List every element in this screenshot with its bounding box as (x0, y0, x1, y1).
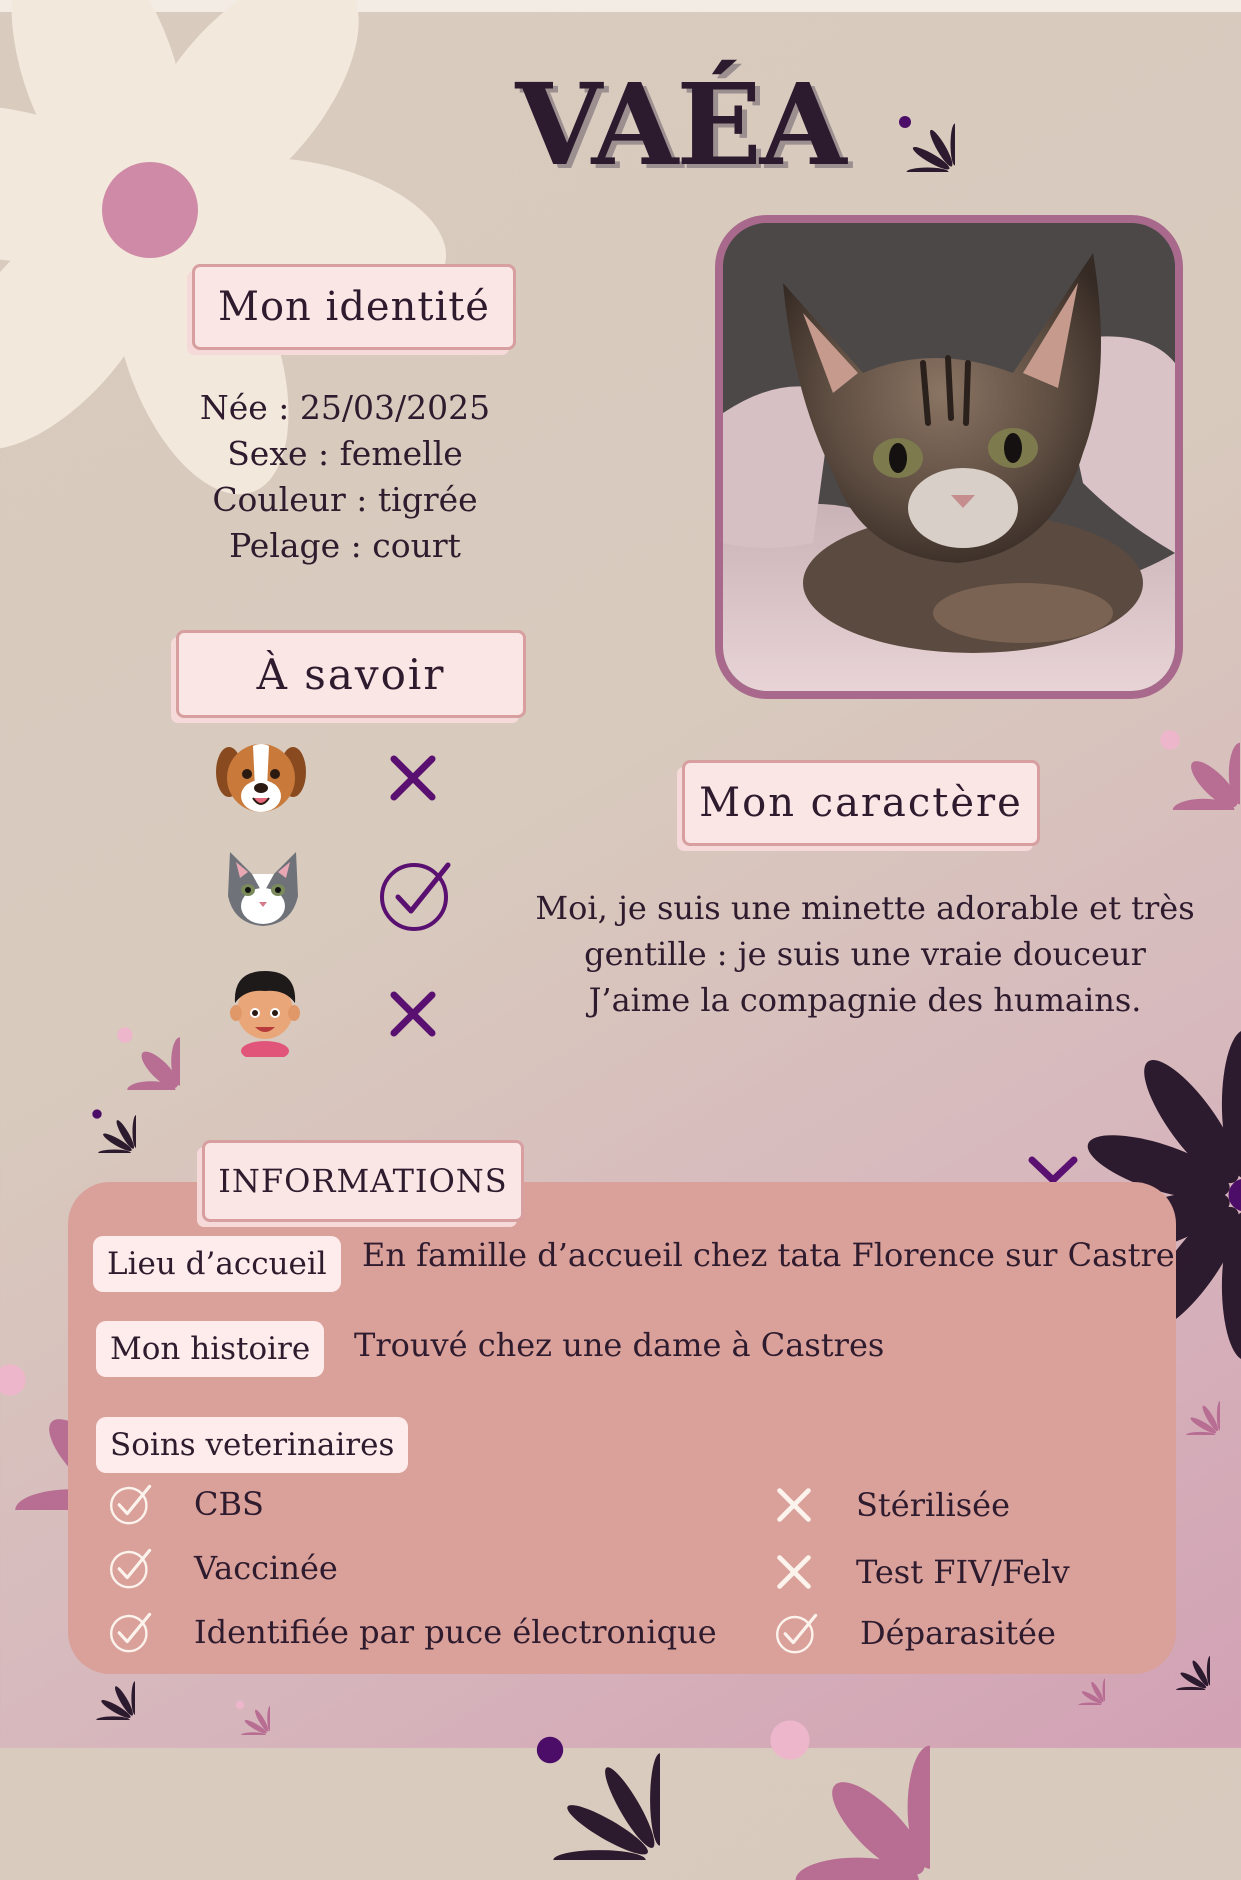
cat-face-icon (222, 848, 304, 930)
identity-heading (192, 264, 516, 350)
coat: Pelage : court (170, 523, 520, 569)
dark-flower-icon (855, 72, 955, 172)
check-circle-icon (108, 1480, 156, 1528)
care-item-label: Vaccinée (194, 1549, 338, 1587)
character-heading-text: Mon caractère (699, 780, 1023, 826)
cross-icon (770, 1481, 818, 1529)
care-item-vaccinated (108, 1544, 338, 1592)
cat-photo (715, 215, 1183, 699)
care-item-microchip (108, 1608, 717, 1656)
care-item-label: CBS (194, 1485, 264, 1523)
information-heading (202, 1140, 524, 1222)
care-item-fiv-felv-test (770, 1548, 1070, 1596)
dark-flower-icon (58, 1075, 136, 1153)
know-heading (176, 630, 526, 718)
care-item-sterilized (770, 1481, 1010, 1529)
pet-name-title: VAÉA (500, 70, 860, 182)
character-line: gentille : je suis une vraie douceur (520, 931, 1210, 977)
history-label: Mon histoire (96, 1321, 324, 1377)
foster-location-label: Lieu d’accueil (93, 1236, 341, 1292)
check-circle-icon (774, 1609, 822, 1657)
tabby-kitten-illustration (723, 223, 1175, 691)
information-heading-text: INFORMATIONS (218, 1162, 507, 1200)
pink-flower-icon (210, 1675, 270, 1735)
cross-icon (770, 1548, 818, 1596)
know-heading-text: À savoir (257, 650, 446, 699)
cross-icon (387, 752, 439, 804)
sex: Sexe : femelle (170, 431, 520, 477)
check-circle-icon (108, 1608, 156, 1656)
vet-care-label: Soins veterinaires (96, 1417, 408, 1473)
color: Couleur : tigrée (170, 477, 520, 523)
character-heading (682, 760, 1040, 846)
child-face-icon (225, 965, 305, 1057)
pink-flower-icon (70, 980, 180, 1090)
check-circle-icon (376, 855, 456, 935)
character-line: J’aime la compagnie des humains. (520, 977, 1210, 1023)
care-item-label: Déparasitée (860, 1614, 1056, 1652)
identity-details (170, 385, 520, 569)
care-item-label: Test FIV/Felv (856, 1553, 1070, 1591)
character-line: Moi, je suis une minette adorable et très (520, 885, 1210, 931)
identity-heading-text: Mon identité (218, 284, 490, 330)
character-description (520, 885, 1210, 1023)
care-item-dewormed (774, 1609, 1056, 1657)
dog-face-icon (215, 738, 307, 824)
care-item-label: Stérilisée (856, 1486, 1010, 1524)
care-item-label: Identifiée par puce électronique (194, 1613, 717, 1651)
cross-icon (387, 988, 439, 1040)
check-circle-icon (108, 1544, 156, 1592)
foster-location-value: En famille d’accueil chez tata Florence sur Castres (362, 1236, 1191, 1274)
care-item-cbs (108, 1480, 264, 1528)
birth-date: Née : 25/03/2025 (170, 385, 520, 431)
history-value: Trouvé chez une dame à Castres (354, 1326, 884, 1364)
